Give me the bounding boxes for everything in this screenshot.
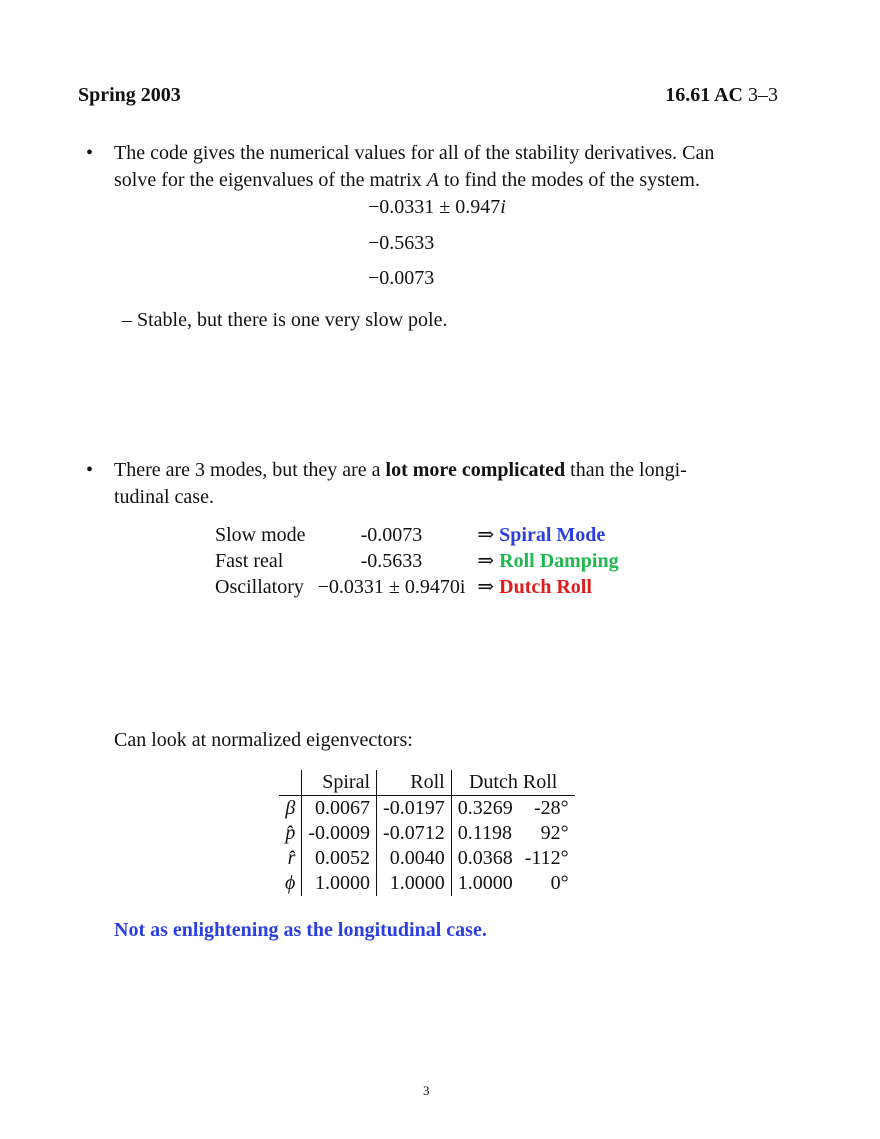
state-symbol: β xyxy=(279,796,302,822)
table-header xyxy=(279,770,575,796)
bullet1-line1: The code gives the numerical values for all of the stability derivatives. Can xyxy=(114,142,715,164)
eigenvalue-complex xyxy=(368,194,506,220)
mode-value: -0.5633 xyxy=(360,550,423,572)
cell: 0.1198 xyxy=(457,822,512,844)
header-cell: Spiral xyxy=(302,770,377,796)
table-row xyxy=(279,821,575,846)
mode-label xyxy=(471,522,624,548)
mode-value: −0.0331 ± 0.9470i xyxy=(317,576,466,598)
text: than the longi- xyxy=(565,459,687,481)
emphasis: lot more complicated xyxy=(385,459,566,481)
state-symbol: p̂ xyxy=(279,821,302,846)
mode-label xyxy=(471,574,624,600)
bullet2-line2: tudinal case. xyxy=(114,486,214,508)
imag-unit: i xyxy=(500,196,506,218)
implies-icon: ⇒ xyxy=(477,576,495,598)
cell: 0.0052 xyxy=(302,846,377,871)
header-left: Spring 2003 xyxy=(78,84,181,106)
cell: 0.3269 xyxy=(457,797,513,819)
table-row xyxy=(279,871,575,896)
bullet-icon: • xyxy=(86,459,94,481)
mode-name: Oscillatory xyxy=(215,576,304,598)
state-symbol: r̂ xyxy=(279,846,302,871)
cell: 1.0000 xyxy=(457,872,513,894)
mode-name: Fast real xyxy=(215,550,284,572)
header-cell: Roll xyxy=(377,770,452,796)
header-right xyxy=(665,82,778,108)
value: −0.0331 ± 0.947 xyxy=(368,196,501,218)
cell: 1.0000 xyxy=(377,871,452,896)
eigenvector-table xyxy=(279,770,575,896)
cell: 0.0067 xyxy=(302,796,377,822)
header-cell: Dutch Roll xyxy=(451,770,574,796)
cell: -0.0197 xyxy=(377,796,452,822)
implies-icon: ⇒ xyxy=(477,524,495,546)
mode-row xyxy=(209,548,625,574)
label: Spiral Mode xyxy=(499,524,606,546)
modes-table xyxy=(209,522,625,600)
cell: -112° xyxy=(524,847,569,869)
mode-row xyxy=(209,522,625,548)
bullet2-line1 xyxy=(114,457,687,483)
cell: 92° xyxy=(540,822,569,844)
table-row xyxy=(279,796,575,822)
matrix-symbol: A xyxy=(426,169,439,191)
cell: 1.0000 xyxy=(302,871,377,896)
implies-icon: ⇒ xyxy=(477,550,495,572)
label: Roll Damping xyxy=(499,550,619,572)
cell: -0.0712 xyxy=(377,821,452,846)
cell: 0° xyxy=(550,872,569,894)
mode-value: -0.0073 xyxy=(360,524,423,546)
stability-note: – Stable, but there is one very slow pole. xyxy=(122,309,448,331)
table-row xyxy=(279,846,575,871)
text: There are 3 modes, but they are a xyxy=(114,459,386,481)
cell: 0.0368 xyxy=(457,847,513,869)
page-number: 3 xyxy=(423,1083,430,1098)
mode-name: Slow mode xyxy=(215,524,306,546)
eigenvalue-slow: −0.0073 xyxy=(368,267,435,289)
header-cell xyxy=(279,770,302,796)
cell: -0.0009 xyxy=(302,821,377,846)
bullet-icon: • xyxy=(86,142,94,164)
eigenvalue-fast: −0.5633 xyxy=(368,232,435,254)
text: to find the modes of the system. xyxy=(438,169,700,191)
mode-label xyxy=(471,548,624,574)
text: solve for the eigenvalues of the matrix xyxy=(114,169,427,191)
conclusion: Not as enlightening as the longitudinal case. xyxy=(114,919,487,941)
page-label: 3–3 xyxy=(748,84,778,106)
label: Dutch Roll xyxy=(499,576,592,598)
cell: 0.0040 xyxy=(377,846,452,871)
eigvec-intro: Can look at normalized eigenvectors: xyxy=(114,729,413,751)
cell: -28° xyxy=(533,797,569,819)
bullet1-line2 xyxy=(114,167,700,193)
state-symbol: ϕ xyxy=(279,871,302,896)
mode-row xyxy=(209,574,625,600)
course-number: 16.61 AC xyxy=(665,84,743,106)
